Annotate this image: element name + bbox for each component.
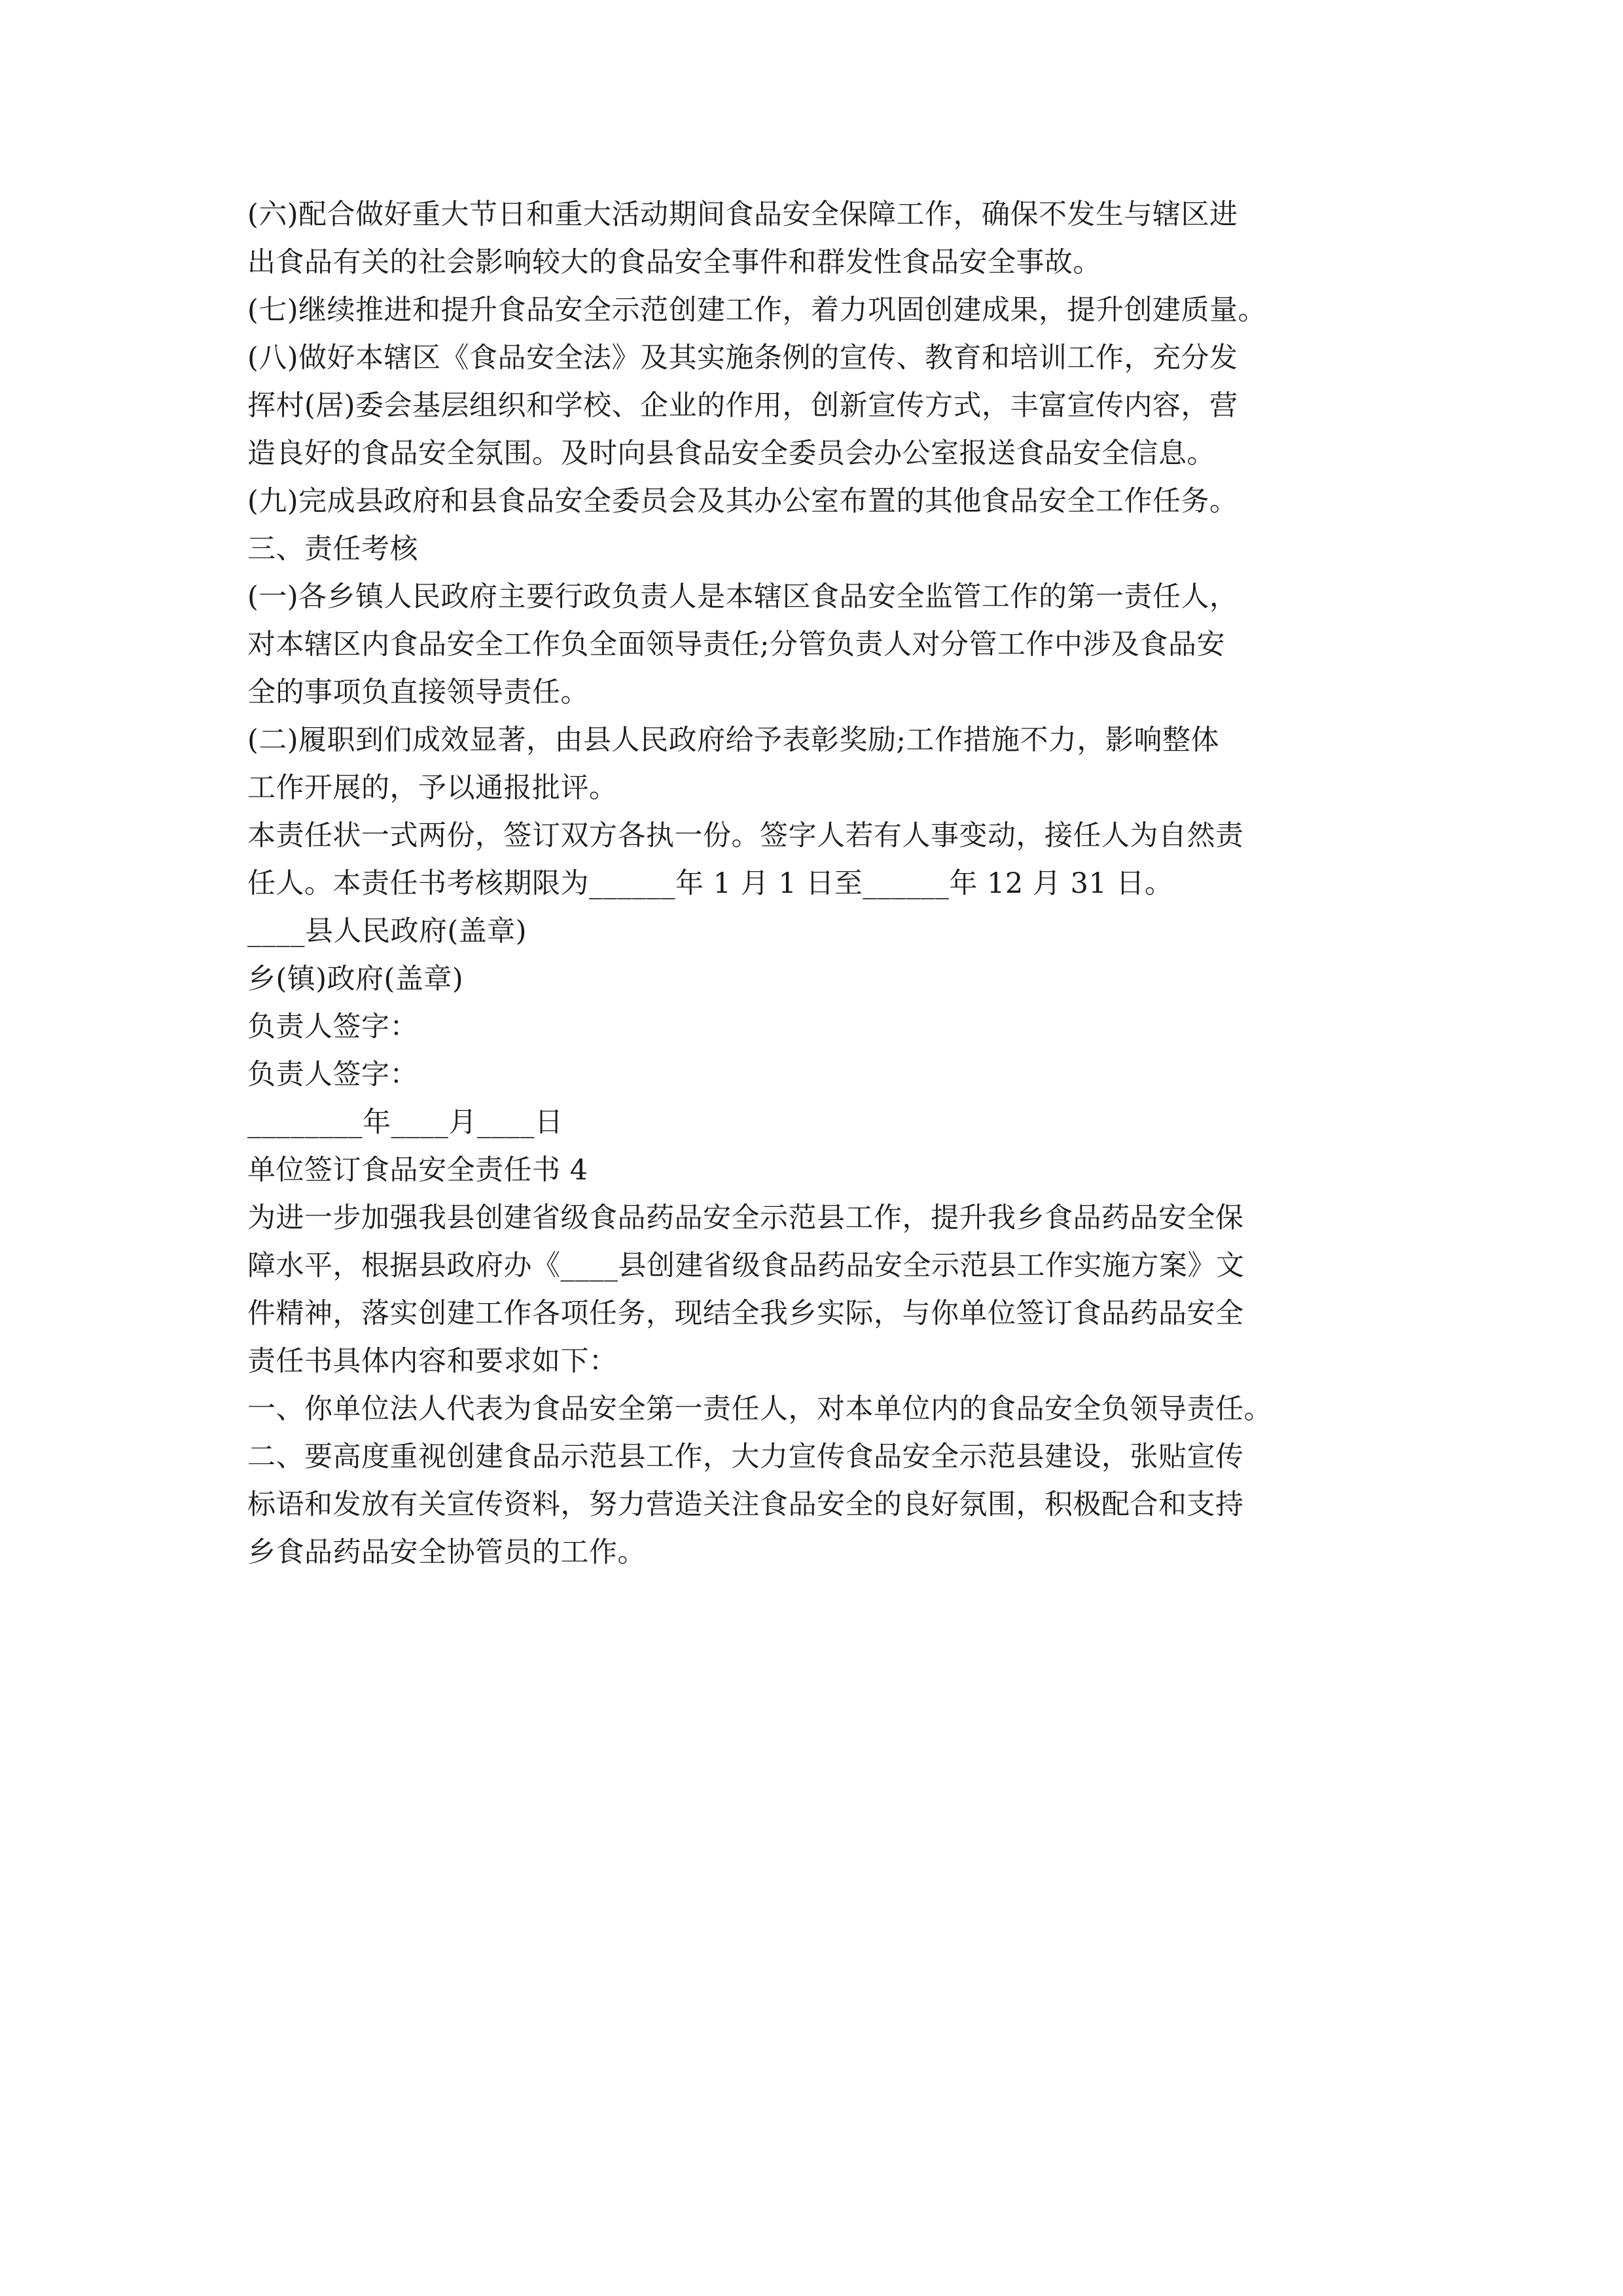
paragraph-eight-line-3: 造良好的食品安全氛围。及时向县食品安全委员会办公室报送食品安全信息。 <box>247 437 1215 470</box>
requirement-two-line-1: 二、要高度重视创建食品示范县工作，大力宣传食品安全示范县建设，张贴宣传 <box>247 1441 1244 1473</box>
signature-field-1: 负责人签字： <box>247 1011 418 1043</box>
signature-field-2: 负责人签字： <box>247 1058 418 1091</box>
assessment-item-one-line-3: 全的事项负直接领导责任。 <box>247 676 589 709</box>
document-page <box>247 191 1399 1577</box>
intro-line-2: 障水平，根据县政府办《____县创建省级食品药品安全示范县工作实施方案》文 <box>247 1249 1245 1282</box>
requirement-two-line-3: 乡食品药品安全协管员的工作。 <box>247 1536 646 1569</box>
assessment-item-two-line-1: (二)履职到们成效显著，由县人民政府给予表彰奖励;工作措施不力，影响整体 <box>247 724 1220 757</box>
intro-line-1: 为进一步加强我县创建省级食品药品安全示范县工作，提升我乡食品药品安全保 <box>247 1202 1244 1234</box>
requirement-one: 一、你单位法人代表为食品安全第一责任人，对本单位内的食品安全负领导责任。 <box>247 1393 1272 1426</box>
paragraph-eight-line-2: 挥村(居)委会基层组织和学校、企业的作用，创新宣传方式，丰富宣传内容，营 <box>247 389 1238 422</box>
intro-line-4: 责任书具体内容和要求如下： <box>247 1345 618 1378</box>
assessment-item-one-line-2: 对本辖区内食品安全工作负全面领导责任;分管负责人对分管工作中涉及食品安 <box>247 628 1225 661</box>
paragraph-eight-line-1: (八)做好本辖区《食品安全法》及其实施条例的宣传、教育和培训工作，充分发 <box>247 342 1238 374</box>
paragraph-nine: (九)完成县政府和县食品安全委员会及其办公室布置的其他食品安全工作任务。 <box>247 485 1238 518</box>
paragraph-six-line-1: (六)配合做好重大节日和重大活动期间食品安全保障工作，确保不发生与辖区进 <box>247 198 1238 231</box>
intro-line-3: 件精神，落实创建工作各项任务，现结全我乡实际，与你单位签订食品药品安全 <box>247 1297 1244 1330</box>
section-heading-responsibility-assessment: 三、责任考核 <box>247 533 418 565</box>
paragraph-six-line-2: 出食品有关的社会影响较大的食品安全事件和群发性食品安全事故。 <box>247 246 1101 279</box>
township-government-seal: 乡(镇)政府(盖章) <box>247 963 464 996</box>
assessment-item-one-line-1: (一)各乡镇人民政府主要行政负责人是本辖区食品安全监管工作的第一责任人， <box>247 581 1238 613</box>
copies-note-line-1: 本责任状一式两份，签订双方各执一份。签字人若有人事变动，接任人为自然责 <box>247 819 1244 852</box>
requirement-two-line-2: 标语和发放有关宣传资料，努力营造关注食品安全的良好氛围，积极配合和支持 <box>247 1488 1244 1521</box>
county-government-seal: ____县人民政府(盖章) <box>247 915 527 948</box>
copies-note-line-2: 任人。本责任书考核期限为______年 1 月 1 日至______年 12 月 31 日。 <box>247 867 1173 900</box>
assessment-item-two-line-2: 工作开展的，予以通报批评。 <box>247 772 618 804</box>
document-title-4: 单位签订食品安全责任书 4 <box>247 1154 588 1187</box>
date-field: ________年____月____日 <box>247 1106 563 1139</box>
paragraph-seven: (七)继续推进和提升食品安全示范创建工作，着力巩固创建成果，提升创建质量。 <box>247 294 1267 327</box>
